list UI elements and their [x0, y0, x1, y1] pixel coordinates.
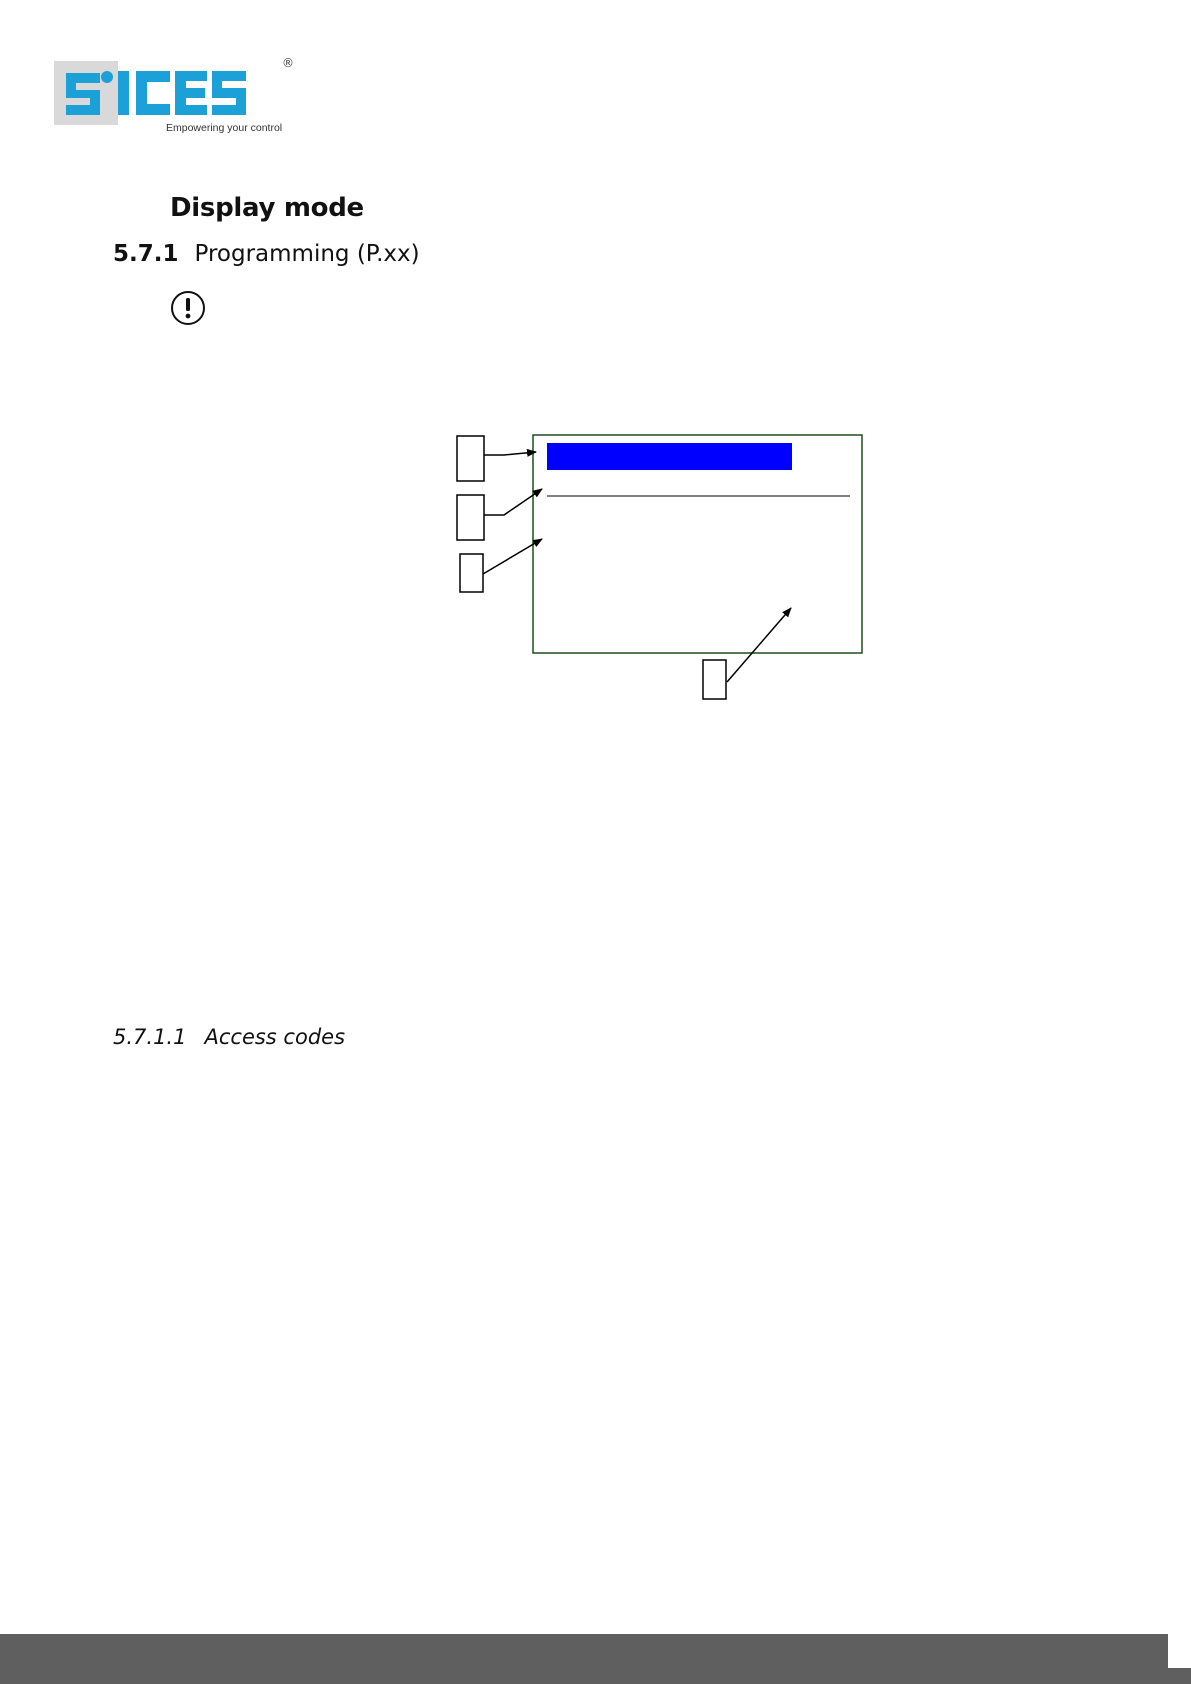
footer-notch — [1168, 1634, 1191, 1668]
subsubsection-number: 5.7.1.1 — [113, 1025, 187, 1049]
section-title: Display mode — [170, 193, 364, 223]
logo-tagline: Empowering your control — [166, 122, 283, 134]
callout-box-3 — [460, 554, 483, 592]
footer-bar — [0, 1634, 1191, 1684]
callout-box-1 — [457, 436, 484, 481]
display-title-bar — [547, 443, 792, 470]
subsubsection-title: Access codes — [204, 1025, 346, 1049]
subsection-title: Programming (P.xx) — [194, 241, 420, 267]
sices-logo-graphic — [54, 55, 294, 140]
display-diagram-svg — [452, 430, 872, 705]
callout-box-4 — [703, 660, 726, 699]
subsubsection-heading — [113, 1025, 345, 1049]
callout-arrow-1 — [484, 452, 536, 455]
logo-wordmark-shapes — [66, 71, 246, 115]
exclamation-circle-icon — [170, 290, 206, 326]
registered-mark: ® — [282, 56, 294, 70]
display-diagram — [452, 430, 872, 705]
subsection-number: 5.7.1 — [113, 241, 179, 267]
sices-logo — [54, 55, 294, 140]
subsection-heading — [113, 241, 420, 267]
callout-box-2 — [457, 495, 484, 540]
callout-arrow-4 — [727, 608, 791, 682]
